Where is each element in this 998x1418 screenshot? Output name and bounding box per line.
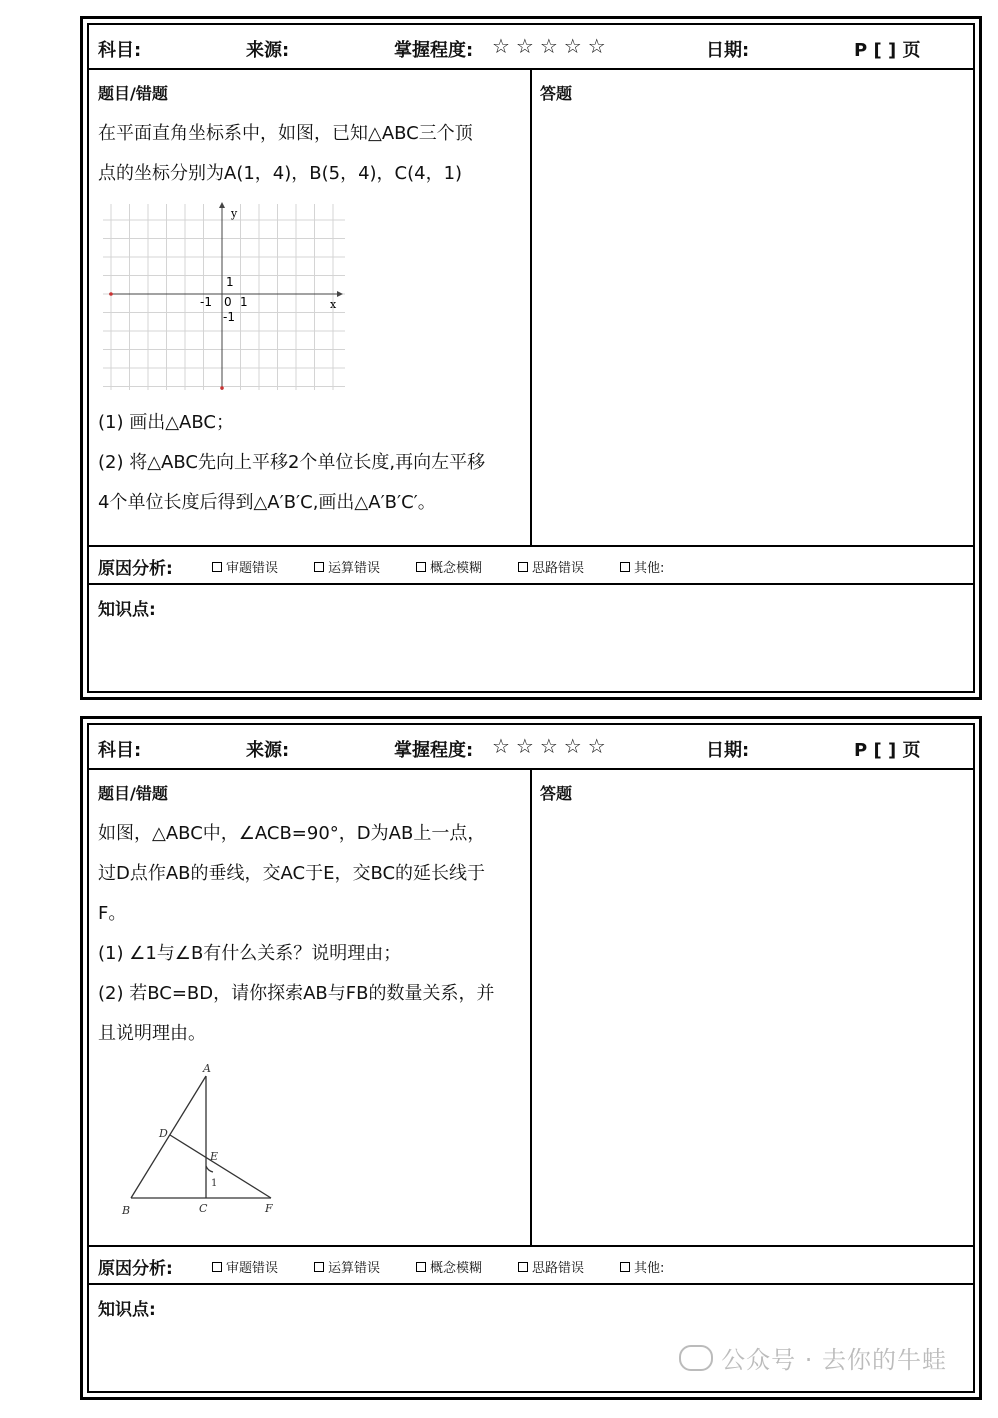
wechat-icon	[679, 1345, 713, 1371]
reason-label: 原因分析:	[98, 1259, 173, 1279]
question-line: 如图，△ABC中，∠ACB=90°，D为AB上一点，	[98, 823, 486, 844]
checkbox-icon[interactable]	[620, 1262, 630, 1272]
reason-option-other[interactable]: 其他:	[620, 557, 664, 576]
angle-1-arc	[206, 1166, 213, 1172]
sub-question: (2) 将△ABC先向上平移2个单位长度,再向左平移	[98, 452, 486, 473]
page-label: P [ ] 页	[854, 40, 921, 61]
coordinate-grid-figure	[99, 200, 349, 395]
question-title: 题目/错题	[98, 84, 168, 103]
mistake-card-2	[80, 716, 982, 1400]
question-line: 过D点作AB的垂线，交AC于E，交BC的延长线于	[98, 863, 486, 884]
question-line: F。	[98, 903, 127, 924]
question-line: (2) 若BC=BD，请你探索AB与FB的数量关系，并	[98, 983, 495, 1004]
mastery-stars[interactable]: ☆☆☆☆☆	[492, 734, 612, 758]
reason-option-reading[interactable]: 审题错误	[212, 557, 278, 576]
triangle-figure	[99, 1060, 274, 1220]
point-label-C: C	[199, 1202, 208, 1215]
card-header	[89, 725, 973, 770]
question-line: (1) ∠1与∠B有什么关系？说明理由；	[98, 943, 402, 964]
reason-option-calculation[interactable]: 运算错误	[314, 557, 380, 576]
point-label-F: F	[265, 1202, 273, 1215]
checkbox-icon[interactable]	[416, 1262, 426, 1272]
mastery-stars[interactable]: ☆☆☆☆☆	[492, 34, 612, 58]
angle-label-1: 1	[211, 1178, 218, 1189]
question-panel	[89, 770, 532, 1245]
reason-option-concept[interactable]: 概念模糊	[416, 557, 482, 576]
date-label: 日期:	[706, 40, 750, 61]
reason-row	[89, 1245, 973, 1285]
sub-question: 4个单位长度后得到△A′B′C,画出△A′B′C′。	[98, 492, 436, 513]
answer-panel[interactable]	[532, 770, 973, 1245]
segment-AB	[131, 1076, 206, 1198]
source-label: 来源:	[246, 740, 290, 761]
point-label-A: A	[203, 1062, 211, 1075]
date-label: 日期:	[706, 740, 750, 761]
knowledge-label: 知识点:	[98, 600, 156, 620]
point-label-B: B	[122, 1204, 131, 1217]
sub-question: (1) 画出△ABC；	[98, 412, 234, 433]
point-label-E: E	[210, 1150, 219, 1163]
question-line: 点的坐标分别为A(1，4)，B(5，4)，C(4，1)	[98, 163, 463, 184]
card-header	[89, 25, 973, 70]
reason-label: 原因分析:	[98, 559, 173, 579]
checkbox-icon[interactable]	[212, 562, 222, 572]
question-title: 题目/错题	[98, 784, 168, 803]
segment-DF	[170, 1135, 271, 1198]
question-line: 在平面直角坐标系中，如图，已知△ABC三个顶	[98, 123, 473, 144]
checkbox-icon[interactable]	[314, 1262, 324, 1272]
question-text	[98, 114, 523, 194]
watermark: 公众号 · 去你的牛蛙	[679, 1340, 947, 1375]
reason-option-approach[interactable]: 思路错误	[518, 1257, 584, 1276]
tick-label-1-x: 1	[240, 295, 248, 309]
answer-panel[interactable]	[532, 70, 973, 545]
question-line: 且说明理由。	[98, 1023, 206, 1044]
checkbox-icon[interactable]	[314, 562, 324, 572]
subject-label: 科目:	[98, 40, 142, 61]
question-panel	[89, 70, 532, 545]
checkbox-icon[interactable]	[620, 562, 630, 572]
source-label: 来源:	[246, 40, 290, 61]
tick-label-1-y: 1	[226, 275, 234, 289]
sub-questions	[98, 403, 523, 523]
answer-title: 答题	[540, 84, 573, 103]
point-label-D: D	[159, 1127, 168, 1140]
tick-label-neg1-y: -1	[223, 310, 235, 324]
axis-label-x: x	[330, 298, 337, 311]
reason-option-concept[interactable]: 概念模糊	[416, 1257, 482, 1276]
checkbox-icon[interactable]	[212, 1262, 222, 1272]
knowledge-label: 知识点:	[98, 1300, 156, 1320]
checkbox-icon[interactable]	[416, 562, 426, 572]
checkbox-icon[interactable]	[518, 1262, 528, 1272]
question-text	[98, 814, 523, 1054]
subject-label: 科目:	[98, 740, 142, 761]
axis-label-y: y	[231, 207, 238, 220]
reason-option-calculation[interactable]: 运算错误	[314, 1257, 380, 1276]
tick-label-0: 0	[224, 295, 232, 309]
page-label: P [ ] 页	[854, 740, 921, 761]
checkbox-icon[interactable]	[518, 562, 528, 572]
mastery-label: 掌握程度:	[394, 740, 474, 761]
mastery-label: 掌握程度:	[394, 40, 474, 61]
mistake-card-1	[80, 16, 982, 700]
reason-option-approach[interactable]: 思路错误	[518, 557, 584, 576]
reason-row	[89, 545, 973, 585]
reason-option-other[interactable]: 其他:	[620, 1257, 664, 1276]
answer-title: 答题	[540, 784, 573, 803]
tick-label-neg1-x: -1	[200, 295, 212, 309]
reason-option-reading[interactable]: 审题错误	[212, 1257, 278, 1276]
